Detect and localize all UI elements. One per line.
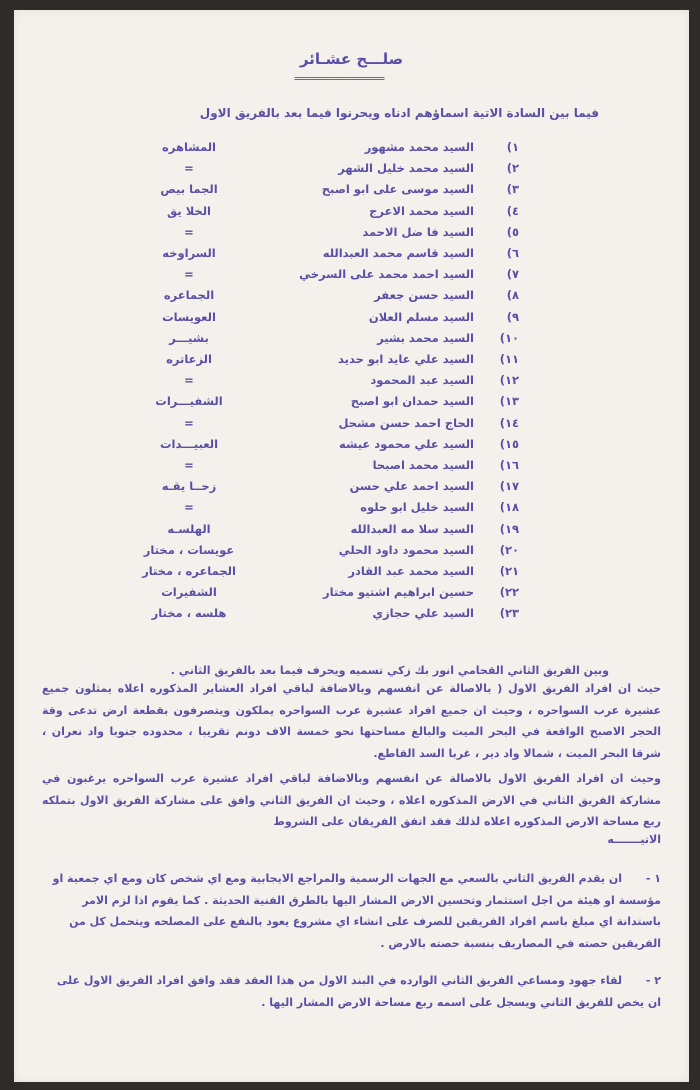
- party-row: [14, 564, 689, 584]
- party-number: ٢٠): [499, 542, 519, 557]
- party-row: [14, 182, 689, 202]
- party-row: [14, 204, 689, 224]
- party-number: ١٤): [499, 415, 519, 430]
- party-number: ١٦): [499, 458, 519, 472]
- party-name: السيد محمد خليل الشهر: [338, 161, 474, 176]
- party-number: ٢٢): [499, 585, 519, 600]
- party-name: السيد مسلم العلان: [368, 309, 474, 324]
- document-title: صلـــح عشـائر: [299, 50, 404, 68]
- clause-1-number: ١ -: [645, 872, 661, 885]
- clause-1: [42, 868, 661, 954]
- party-name: الحاج احمد حسن مشحل: [338, 415, 474, 430]
- party-name: السيد محمد بشير: [377, 330, 474, 345]
- party-clan: الخلا يق: [167, 203, 211, 218]
- party-name: السيد خليل ابو حلوه: [360, 500, 474, 515]
- party-clan: الجماعره: [163, 288, 215, 303]
- party-row: [14, 437, 689, 457]
- party-name: السيد محمد عبد القادر: [348, 564, 474, 578]
- party-clan: الجما بيص: [160, 182, 218, 197]
- party-row: [14, 458, 689, 478]
- party-row: [14, 479, 689, 499]
- party-row: [14, 585, 689, 605]
- party-name: السيد علي محمود عيشه: [339, 436, 474, 451]
- party-row: [14, 394, 689, 414]
- party-name: السيد محمد مشهور: [364, 140, 474, 154]
- party-clan: المشاهره: [162, 140, 216, 154]
- party-number: ٢١): [499, 564, 519, 578]
- party-name: السيد علي حجازي: [372, 606, 474, 621]
- party-clan: =: [184, 161, 194, 176]
- party-clan: عويسات ، مختار: [143, 542, 235, 557]
- party-clan: الزعاتره: [166, 352, 212, 366]
- party-clan: الشفيرات: [161, 585, 217, 600]
- party-number: ٢٣): [499, 606, 519, 621]
- party-clan: السراوخه: [162, 246, 216, 260]
- party-number: ١٣): [499, 394, 519, 409]
- party-row: [14, 288, 689, 308]
- party-row: [14, 331, 689, 351]
- party-name: السيد موسى على ابو اصبح: [321, 182, 474, 197]
- party-row: [14, 522, 689, 542]
- party-number: ١٠): [499, 330, 519, 345]
- party-name: السيد حمدان ابو اصبح: [350, 394, 474, 409]
- clause-2-text: لقاء جهود ومساعي الفريق الثاني الوارده في البند الاول من هذا العقد فقد وافق افراد الفريق الاول على ان يخص للفريق الثاني ويسجل على اسمه ربع مساحة الارض المشار اليها .: [56, 974, 661, 1009]
- party-number: ٧): [506, 267, 519, 282]
- party-clan: =: [184, 415, 194, 430]
- party-name: السيد محمد الاعرج: [369, 203, 474, 218]
- party-number: ١٩): [499, 521, 519, 536]
- party-clan: هلسه ، مختار: [151, 606, 227, 621]
- party-row: [14, 416, 689, 436]
- party-number: ٢): [506, 161, 519, 176]
- party-number: ٨): [506, 288, 519, 303]
- party-number: ١١): [499, 352, 519, 366]
- party-row: [14, 543, 689, 563]
- party-clan: =: [184, 458, 194, 472]
- party-name: حسين ابراهيم اشتيو مختار: [323, 585, 474, 600]
- party-row: [14, 140, 689, 160]
- conditions-heading: الاتيـــــــه: [607, 833, 661, 846]
- party-clan: الهلسـه: [167, 521, 211, 536]
- second-party-paragraph: وبين الفريق الثاني القحامي انور بك زكي تسميه ويحرف فيما بعد بالفريق الثاني .: [170, 664, 609, 677]
- party-name: السيد فا ضل الاحمد: [362, 224, 474, 239]
- party-row: [14, 606, 689, 626]
- party-number: ٤): [506, 203, 519, 218]
- party-number: ١): [506, 140, 519, 154]
- party-clan: الشفيـــرات: [155, 394, 223, 409]
- party-name: السيد سلا مه العبدالله: [350, 521, 474, 536]
- party-clan: =: [184, 500, 194, 515]
- party-clan: =: [184, 267, 194, 282]
- party-name: السيد علي عايد ابو حديد: [338, 352, 474, 366]
- title-underline: ================: [294, 72, 384, 85]
- whereas-paragraph-1: حيث ان افراد الفريق الاول ( بالاصالة عن انفسهم وبالاضافة لباقي افراد العشاير المذكوره اعلاه يمثلون جميع عشيرة عرب السواحره ، وحيث ان جميع افراد عشيرة عرب السواحره يملكون ويتصرفون بقطعة ارض تدعى وقة الحجر الاصبح الواقعة في البحر الميت والبالغ مساحتها نحو خمسة الاف دونم تقريبا ، محدوده جنوبا واد نعران ، شرقا البحر الميت ، شمالا واد دير ، غربا السد القاطع.: [42, 682, 661, 760]
- party-clan: الجماعره ، مختار: [142, 564, 236, 578]
- party-number: ٩): [506, 309, 519, 324]
- party-row: [14, 310, 689, 330]
- party-name: السيد محمود داود الحلي: [338, 542, 474, 557]
- intro-line: فيما بين السادة الاتية اسماؤهم ادناه ويحرنوا فيما بعد بالفريق الاول: [199, 106, 599, 120]
- party-name: السيد عبد المحمود: [370, 373, 474, 388]
- party-row: [14, 373, 689, 393]
- clause-1-text: ان يقدم الفريق الثاني بالسعي مع الجهات الرسمية والمراجع الايجابية ومع اي شخص كان ومع اي جمعية او مؤسسة او هيئة من اجل استثمار وتحسين الارض المشار اليها بالطرق الفنية الحديثة . كما يقوم اذا لزم الامر باستدانة اي مبلغ باسم افراد الفريقين للصرف على انشاء اي مشروع يعود بالنفع على المصلحه ويتحمل كل من الفريقين حصته في المصاريف بنسبة حصته بالارض .: [52, 872, 661, 950]
- party-number: ٣): [506, 182, 519, 197]
- document-page: [14, 10, 689, 1082]
- party-clan: العبيـــدات: [159, 436, 219, 451]
- party-name: السيد احمد علي حسن: [349, 479, 474, 494]
- party-row: [14, 225, 689, 245]
- party-clan: =: [184, 224, 194, 239]
- party-number: ٦): [506, 246, 519, 260]
- party-clan: زحــا يقـه: [161, 479, 217, 494]
- party-clan: بشيـــر: [169, 330, 209, 345]
- clause-2: [42, 970, 661, 1013]
- party-name: السيد قاسم محمد العبدالله: [322, 246, 474, 260]
- party-row: [14, 267, 689, 287]
- party-name: السيد حسن جعفر: [374, 288, 474, 303]
- party-row: [14, 161, 689, 181]
- party-number: ٥): [506, 224, 519, 239]
- whereas-paragraph-2: وحيث ان افراد الفريق الاول بالاصالة عن انفسهم وبالاضافة لباقي افراد عشيرة عرب السواحره يرغبون في مشاركة الفريق الثاني في الارض المذكوره اعلاه ، وحيث ان الفريق الثاني وافق على مشاركة الفريق الاول بتملكه ربع مساحة الارض المذكوره اعلاه لذلك فقد اتفق الفريقان على الشروط: [42, 772, 661, 828]
- party-row: [14, 246, 689, 266]
- party-name: السيد احمد محمد على السرخي: [299, 267, 474, 282]
- party-number: ١٥): [499, 436, 519, 451]
- party-name: السيد محمد اصبحا: [372, 458, 474, 472]
- clause-2-number: ٢ -: [645, 974, 661, 987]
- party-number: ١٧): [499, 479, 519, 494]
- party-row: [14, 500, 689, 520]
- party-number: ١٢): [499, 373, 519, 388]
- party-clan: العويسات: [162, 309, 216, 324]
- party-row: [14, 352, 689, 372]
- party-clan: =: [184, 373, 194, 388]
- party-number: ١٨): [499, 500, 519, 515]
